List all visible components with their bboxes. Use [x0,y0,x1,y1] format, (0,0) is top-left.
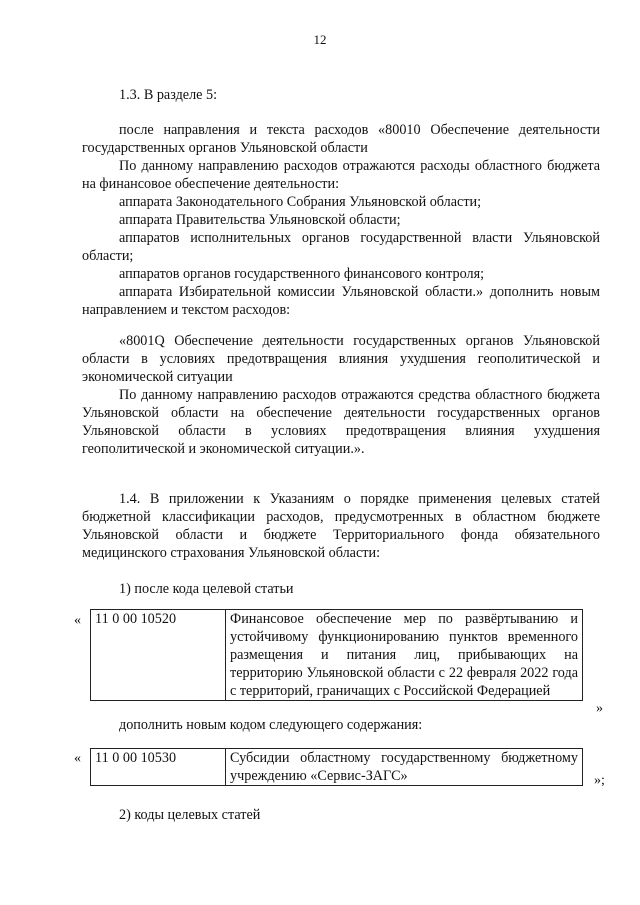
list-item: аппарата Законодательного Собрания Ульяновской области; [119,194,482,210]
close-quote: »; [594,773,605,788]
code-table-existing [90,609,583,701]
list-item: аппаратов органов государственного финансового контроля; [119,266,485,282]
open-quote: « [74,751,81,766]
paragraph-after-direction: после направления и текста расходов «80010 Обеспечение деятельности государственных органов Ульяновской области [82,122,600,156]
code-table-new [90,748,583,786]
new-direction-paragraph: «8001Q Обеспечение деятельности государственных органов Ульяновской области в условиях предотвращения влияния ухудшения геополитической и экономической ситуации [82,333,600,385]
list-item: аппарата Избирательной комиссии Ульяновской области.» дополнить новым направлением и текстом расходов: [82,284,600,318]
target-code-cell: 11 0 00 10530 [91,749,226,786]
add-new-code-label: дополнить новым кодом следующего содержания: [119,717,423,733]
table-row [91,749,583,786]
new-direction-description: По данному направлению расходов отражаются средства областного бюджета Ульяновской области на обеспечение деятельности государственных органов Ульяновской области в условиях предотвращения влияния ухудшения геополитической и экономической ситуации.». [82,387,600,457]
open-quote: « [74,613,81,628]
list-item: аппарата Правительства Ульяновской области; [119,212,401,228]
table-row [91,610,583,701]
section-1-4-body [82,490,600,562]
page-number: 12 [313,32,327,47]
new-direction-block [82,332,600,458]
section-1-3-body [82,121,600,319]
target-description-cell: Субсидии областному государственному бюджетному учреждению «Сервис-ЗАГС» [226,749,583,786]
section-1-3-heading: 1.3. В разделе 5: [119,87,218,103]
paragraph-direction-description: По данному направлению расходов отражаются расходы областного бюджета на финансовое обеспечение деятельности: [82,158,600,192]
close-quote: » [596,701,603,716]
target-code-cell: 11 0 00 10520 [91,610,226,701]
item-1-label: 1) после кода целевой статьи [119,581,294,597]
target-description-cell: Финансовое обеспечение мер по развёртыванию и устойчивому функционированию пунктов временного размещения и питания лиц, прибывающих на территорию Ульяновской области с 22 февраля 2022 года с территорий, граничащих с Российской Федерацией [226,610,583,701]
item-2-label: 2) коды целевых статей [119,807,261,823]
section-1-4-paragraph: 1.4. В приложении к Указаниям о порядке применения целевых статей бюджетной классификации расходов, предусмотренных в областном бюджете Ульяновской области и бюджете Территориального фонда обязательного медицинского страхования Ульяновской области: [82,491,600,561]
list-item: аппаратов исполнительных органов государственной власти Ульяновской области; [82,230,600,264]
